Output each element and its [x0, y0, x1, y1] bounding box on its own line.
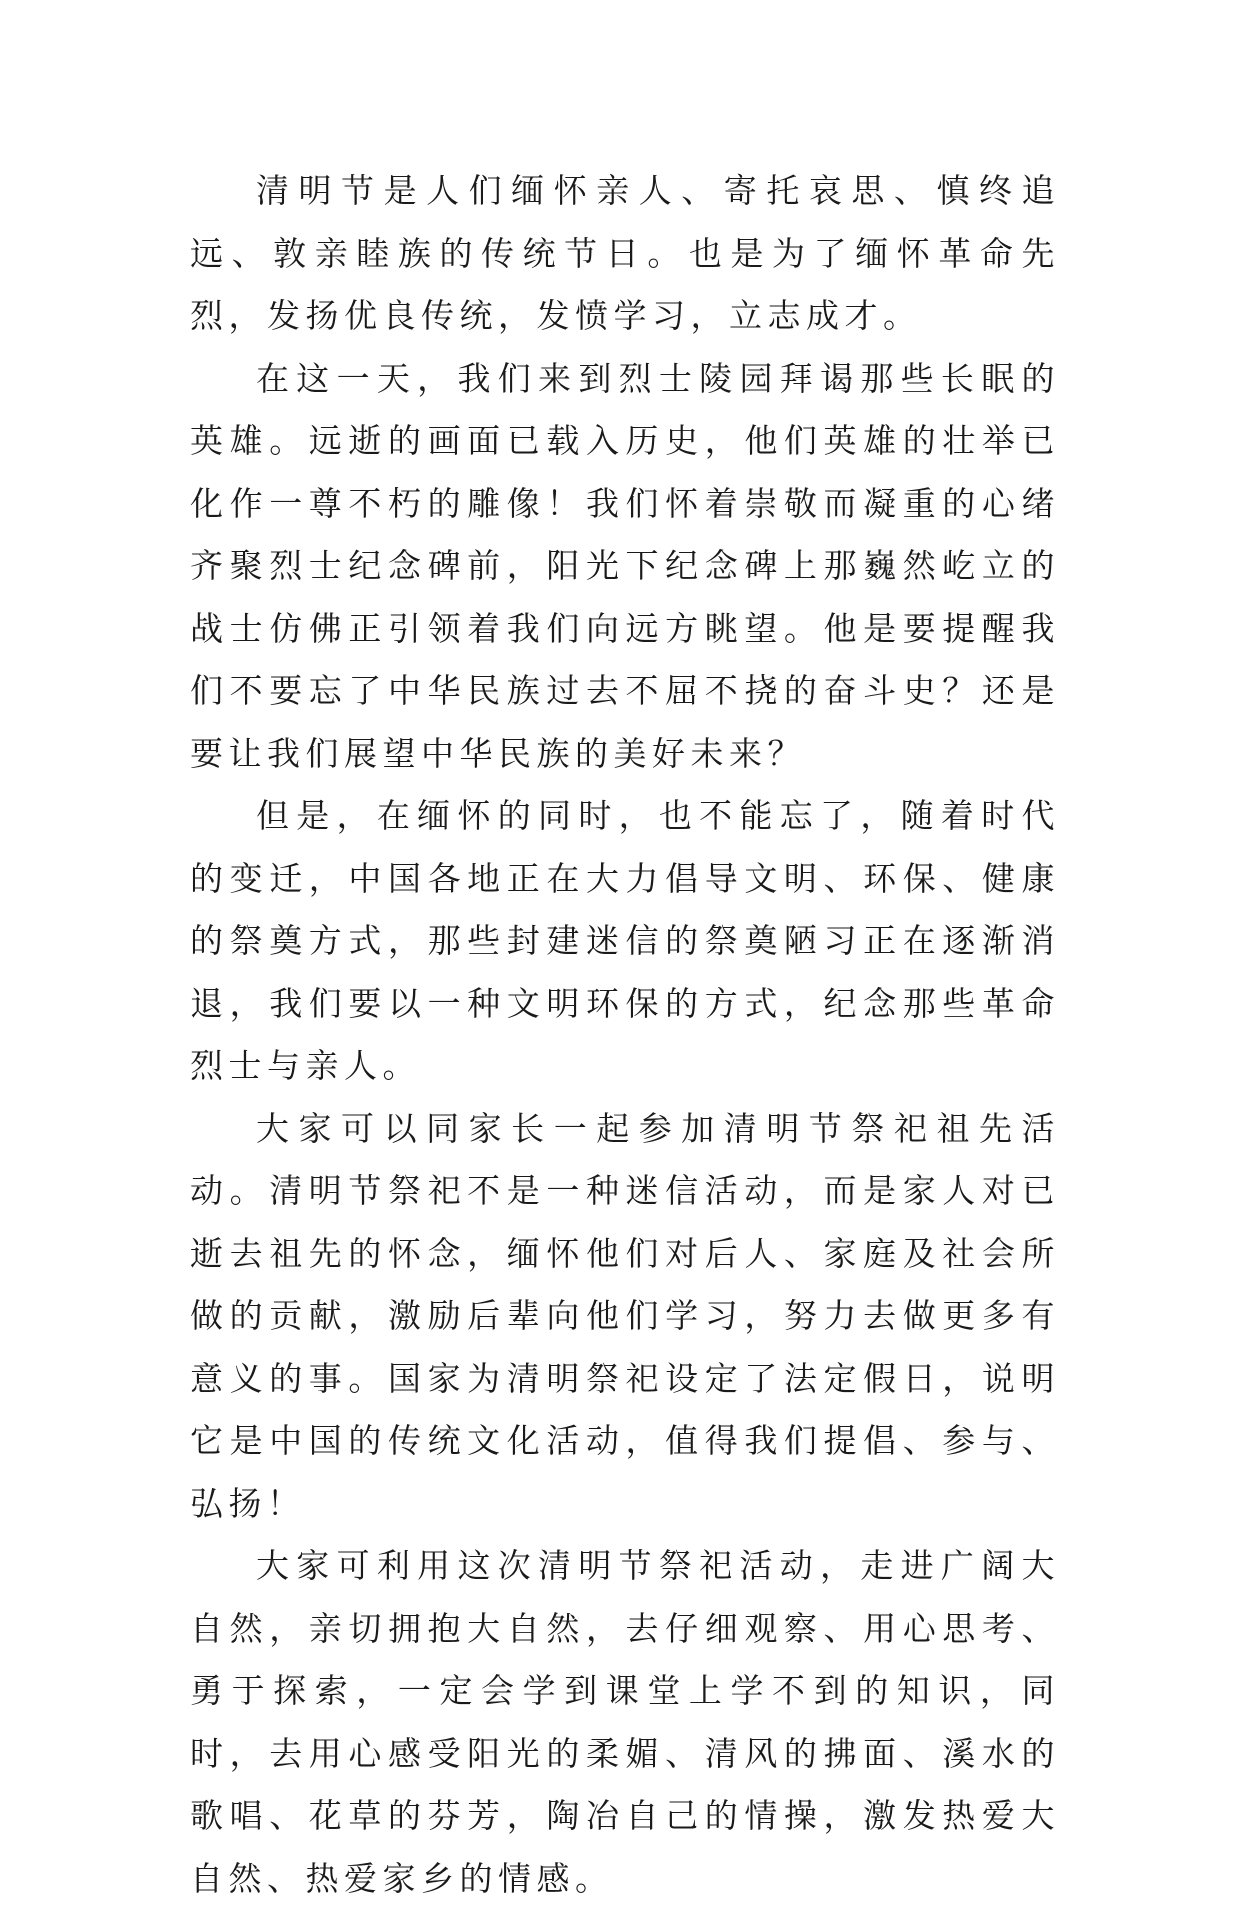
document-body	[190, 160, 1060, 1910]
paragraph-2: 在这一天，我们来到烈士陵园拜谒那些长眠的英雄。远逝的画面已载入历史，他们英雄的壮举已化作一尊不朽的雕像！我们怀着崇敬而凝重的心绪齐聚烈士纪念碑前，阳光下纪念碑上那巍然屹立的战士仿佛正引领着我们向远方眺望。他是要提醒我们不要忘了中华民族过去不屈不挠的奋斗史？还是要让我们展望中华民族的美好未来？	[190, 358, 1060, 773]
paragraph-4: 大家可以同家长一起参加清明节祭祀祖先活动。清明节祭祀不是一种迷信活动，而是家人对已逝去祖先的怀念，缅怀他们对后人、家庭及社会所做的贡献，激励后辈向他们学习，努力去做更多有意义的事。国家为清明祭祀设定了法定假日，说明它是中国的传统文化活动，值得我们提倡、参与、弘扬！	[190, 1108, 1060, 1523]
paragraph-5: 大家可利用这次清明节祭祀活动，走进广阔大自然，亲切拥抱大自然，去仔细观察、用心思考、勇于探索，一定会学到课堂上学不到的知识，同时，去用心感受阳光的柔媚、清风的拂面、溪水的歌唱、花草的芬芳，陶冶自己的情操，激发热爱大自然、热爱家乡的情感。	[190, 1546, 1060, 1898]
paragraph-3: 但是，在缅怀的同时，也不能忘了，随着时代的变迁，中国各地正在大力倡导文明、环保、健康的祭奠方式，那些封建迷信的祭奠陋习正在逐渐消退，我们要以一种文明环保的方式，纪念那些革命烈士与亲人。	[190, 796, 1060, 1085]
paragraph-1: 清明节是人们缅怀亲人、寄托哀思、慎终追远、敦亲睦族的传统节日。也是为了缅怀革命先烈，发扬优良传统，发愤学习，立志成才。	[190, 171, 1060, 335]
